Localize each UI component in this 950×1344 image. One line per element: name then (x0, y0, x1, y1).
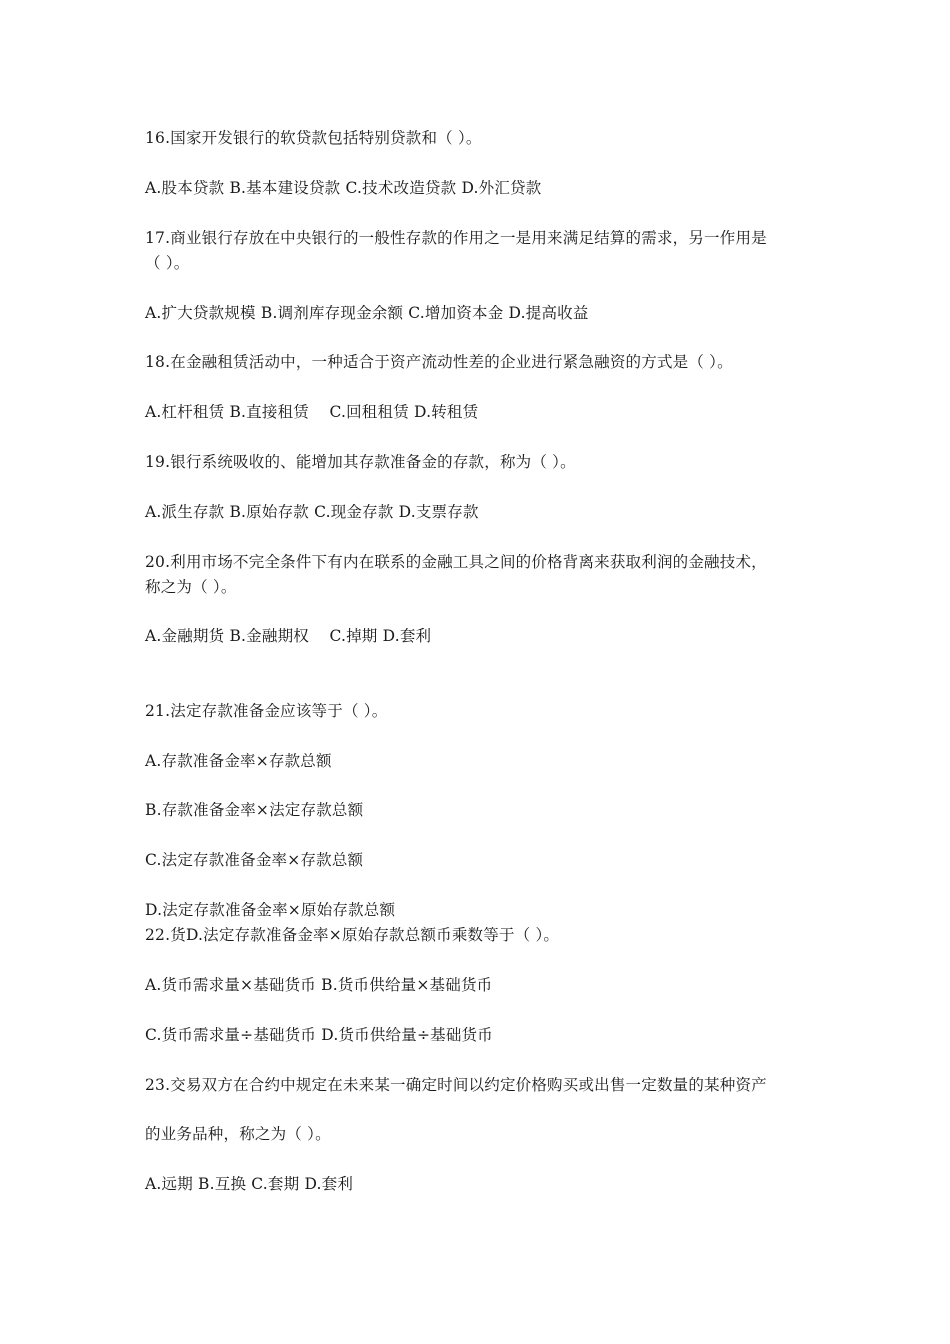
options-23: A.远期 B.互换 C.套期 D.套利 (145, 1175, 354, 1193)
question-19: 19.银行系统吸收的、能增加其存款准备金的存款，称为（ ）。 (145, 453, 576, 471)
options-20: A.金融期货 B.金融期权 C.掉期 D.套利 (145, 627, 432, 645)
options-22-cd: C.货币需求量÷基础货币 D.货币供给量÷基础货币 (145, 1026, 493, 1044)
question-20-continued: 称之为（ ）。 (145, 578, 237, 596)
options-19: A.派生存款 B.原始存款 C.现金存款 D.支票存款 (145, 503, 479, 521)
options-18: A.杠杆租赁 B.直接租赁 C.回租租赁 D.转租赁 (145, 403, 479, 421)
question-22: 22.货D.法定存款准备金率×原始存款总额币乘数等于（ ）。 (145, 926, 560, 944)
question-23: 23.交易双方在合约中规定在未来某一确定时间以约定价格购买或出售一定数量的某种资产 (145, 1076, 767, 1094)
question-18: 18.在金融租赁活动中，一种适合于资产流动性差的企业进行紧急融资的方式是（ ）。 (145, 353, 733, 371)
question-16: 16.国家开发银行的软贷款包括特别贷款和（ ）。 (145, 129, 482, 147)
options-22-ab: A.货币需求量×基础货币 B.货币供给量×基础货币 (145, 976, 493, 994)
options-17: A.扩大贷款规模 B.调剂库存现金余额 C.增加资本金 D.提高收益 (145, 304, 589, 322)
option-21-c: C.法定存款准备金率×存款总额 (145, 851, 364, 869)
question-20: 20.利用市场不完全条件下有内在联系的金融工具之间的价格背离来获取利润的金融技术， (145, 553, 767, 571)
question-23-continued: 的业务品种，称之为（ ）。 (145, 1125, 331, 1143)
options-16: A.股本贷款 B.基本建设贷款 C.技术改造贷款 D.外汇贷款 (145, 179, 542, 197)
question-17: 17.商业银行存放在中央银行的一般性存款的作用之一是用来满足结算的需求，另一作用是 (145, 229, 767, 247)
option-21-d: D.法定存款准备金率×原始存款总额 (145, 901, 396, 919)
option-21-a: A.存款准备金率×存款总额 (145, 752, 332, 770)
question-21: 21.法定存款准备金应该等于（ ）。 (145, 702, 388, 720)
question-17-continued: （ ）。 (145, 254, 190, 272)
option-21-b: B.存款准备金率×法定存款总额 (145, 801, 364, 819)
